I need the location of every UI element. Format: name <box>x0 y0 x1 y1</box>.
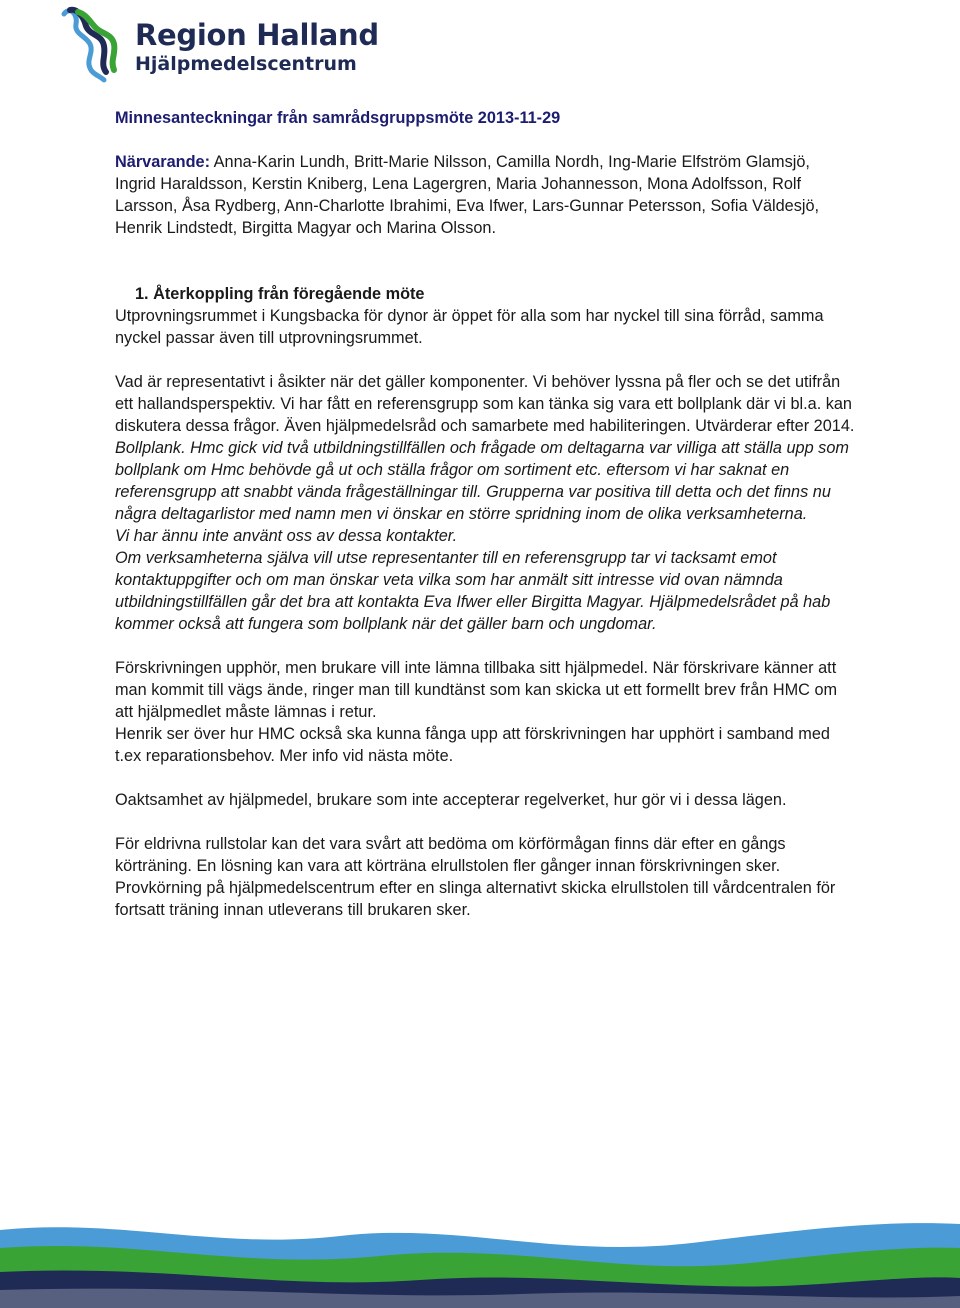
brand-subtitle: Hjälpmedelscentrum <box>135 53 357 75</box>
paragraph-elrullstolar: För eldrivna rullstolar kan det vara svårt att bedöma om körförmågan finns där efter en gångs körträning. En lösning kan vara att körträna elrullstolen fler gånger innan förskrivningen sker. Provkörning på hjälpmedelscentrum efter en slinga alternativt skicka elrullstolen till vårdcentralen för fortsatt träning innan utleverans till brukaren sker. <box>115 835 836 919</box>
paragraph-bollplank <box>115 437 855 525</box>
spacer <box>115 811 855 833</box>
footer-wave-decoration <box>0 1190 960 1308</box>
paragraph-representanter <box>115 547 855 635</box>
paragraph-forskrivningen: Förskrivningen upphör, men brukare vill inte lämna tillbaka sitt hjälpmedel. När förskrivare känner att man kommit till vägs ände, ringer man till kundtänst som kan skicka ut ett formellt brev från HMC om att hjälpmedlet måste lämnas i retur. <box>115 659 838 721</box>
paragraph-henrik: Henrik ser över hur HMC också ska kunna fånga upp att förskrivningen har upphört i samband med t.ex reparationsbehov. Mer info vid nästa möte. <box>115 725 830 765</box>
spacer <box>115 767 855 789</box>
paragraph-kontakter <box>115 525 855 547</box>
representanter-text: Om verksamheterna själva vill utse representanter till en referensgrupp tar vi tacksamt emot kontaktuppgifter och om man önskar veta vilka som har anmält sitt intresse vid ovan nämnda utbildningstillfällen går det bra att kontakta Eva Ifwer eller Birgitta Magyar. Hjälpmedelsrådet på hab kommer också att fungera som bollplank när det gäller barn och ungdomar. <box>115 549 831 633</box>
spacer <box>115 239 855 261</box>
paragraph-representativt: Vad är representativt i åsikter när det gäller komponenter. Vi behöver lyssna på fler och se det utifrån ett hallandsperspektiv. Vi har fått en referensgrupp som kan tänka sig vara ett bollplank där vi bl.a. kan diskutera dessa frågor. Även hjälpmedelsråd och samarbete med habiliteringen. Utvärderar efter 2014. <box>115 373 855 435</box>
paragraph-utprovningsrummet: Utprovningsrummet i Kungsbacka för dynor är öppet för alla som har nyckel till sina förråd, samma nyckel passar även till utprovningsrummet. <box>115 307 824 347</box>
document-title: Minnesanteckningar från samrådsgruppsmöte 2013-11-29 <box>115 109 561 127</box>
paragraph-oaktsamhet: Oaktsamhet av hjälpmedel, brukare som inte accepterar regelverket, hur gör vi i dessa lägen. <box>115 791 787 809</box>
halland-logo-mark-icon <box>56 4 136 84</box>
bollplank-text: Bollplank. Hmc gick vid två utbildningstillfällen och frågade om deltagarna var villiga att ställa upp som bollplank om Hmc behövde gå ut och ställa frågor om sortiment etc. eftersom vi har saknat en referensgrupp att snabbt vända frågeställningar till. Grupperna var positiva till detta och det finns nu några deltagarlistor med namn men vi önskar en större spridning inom de olika verksamheterna. <box>115 439 849 523</box>
region-halland-logo <box>56 4 379 84</box>
document-body <box>115 107 855 921</box>
spacer <box>115 349 855 371</box>
attendees-label: Närvarande: <box>115 153 211 171</box>
kontakter-text: Vi har ännu inte använt oss av dessa kontakter. <box>115 527 458 545</box>
brand-name: Region Halland <box>135 18 379 52</box>
section-heading: 1. Återkoppling från föregående möte <box>135 285 425 303</box>
attendees-list: Anna-Karin Lundh, Britt-Marie Nilsson, Camilla Nordh, Ing-Marie Elfström Glamsjö, Ingrid Haraldsson, Kerstin Kniberg, Lena Lagergren, Maria Johannesson, Mona Adolfsson, Rolf Larsson, Åsa Rydberg, Ann-Charlotte Ibrahimi, Eva Ifwer, Lars-Gunnar Petersson, Sofia Väldesjö, Henrik Lindstedt, Birgitta Magyar och Marina Olsson. <box>115 153 820 237</box>
attendees-paragraph <box>115 151 855 239</box>
spacer <box>115 635 855 657</box>
